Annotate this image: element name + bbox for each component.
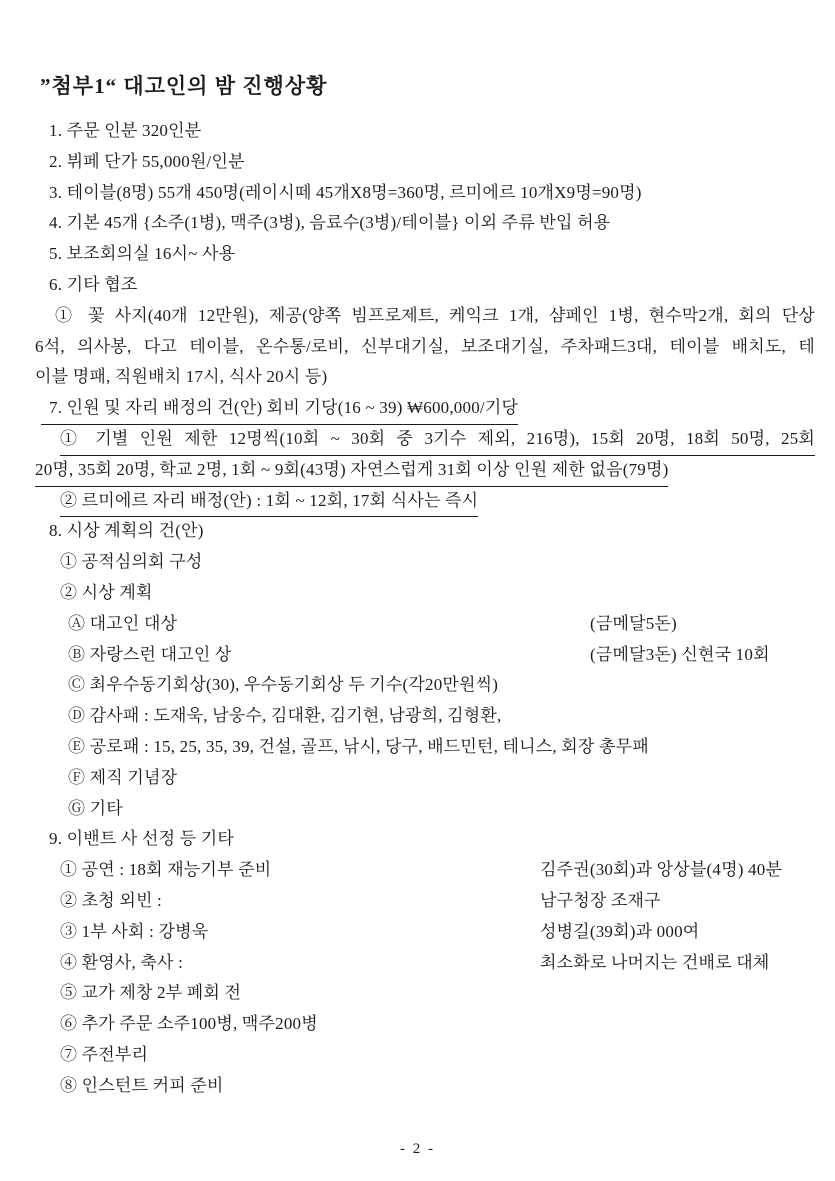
line-text: 20명, 35회 20명, 학교 2명, 1회 ~ 9회(43명) 자연스럽게 31회 이상 인원 제한 없음(79명) [35, 455, 668, 487]
doc-line-underlined [35, 455, 815, 486]
doc-line [35, 732, 815, 763]
doc-line [35, 794, 815, 825]
line-text: 6석, 의사봉, 다고 테이블, 온수통/로비, 신부대기실, 보조대기실, 주차패드3대, 테이블 배치도, 테 [35, 336, 815, 356]
line-text: ③ 1부 사회 : 강병욱 [60, 921, 209, 941]
line-text: 2. 뷔페 단가 55,000원/인분 [49, 151, 245, 171]
line-text: ② 르미에르 자리 배정(안) : 1회 ~ 12회, 17회 식사는 즉시 [60, 486, 478, 518]
doc-line [35, 948, 815, 979]
line-tab-text: (금메달3돈) 신현국 10회 [590, 644, 770, 664]
line-text: 8. 시상 계획의 건(안) [49, 521, 204, 541]
line-text: Ⓕ 제직 기념장 [68, 767, 178, 787]
doc-line [35, 147, 815, 178]
line-tab-text: (금메달5돈) [590, 613, 677, 633]
doc-line-underlined [35, 393, 815, 424]
line-tab-text: 최소화로 나머지는 건배로 대체 [540, 952, 770, 972]
doc-line [35, 1040, 815, 1071]
doc-line [35, 208, 815, 239]
doc-line [35, 516, 815, 547]
line-text: ⑧ 인스턴트 커피 준비 [60, 1075, 224, 1095]
doc-line [35, 547, 815, 578]
line-text: 이블 명패, 직원배치 17시, 식사 20시 등) [35, 367, 328, 387]
doc-line [35, 362, 815, 393]
line-text: 5. 보조회의실 16시~ 사용 [49, 244, 236, 264]
line-tab-text: 성병길(39회)과 000여 [540, 921, 700, 941]
doc-line [35, 270, 815, 301]
doc-line [35, 917, 815, 948]
line-text: ⑦ 주전부리 [60, 1044, 149, 1064]
page-title: ”첨부1“ 대고인의 밤 진행상황 [40, 74, 328, 98]
doc-line-underlined [35, 424, 815, 455]
doc-line [35, 178, 815, 209]
doc-line [35, 670, 815, 701]
doc-line [35, 640, 815, 671]
line-text: 4. 기본 45개 {소주(1병), 맥주(3병), 음료수(3병)/테이블} 이외 주류 반입 허용 [49, 213, 611, 233]
document-body [35, 116, 815, 1102]
doc-line [35, 609, 815, 640]
doc-line [35, 886, 815, 917]
doc-line [35, 301, 815, 332]
line-text: 7. 인원 및 자리 배정의 건(안) 회비 기당(16 ~ 39) ₩600,000/기당 [41, 393, 518, 425]
line-text: Ⓓ 감사패 : 도재욱, 남웅수, 김대환, 김기현, 남광희, 김형환, [68, 706, 502, 726]
line-text: Ⓐ 대고인 대상 [68, 613, 178, 633]
line-text: ⑥ 추가 주문 소주100병, 맥주200병 [60, 1014, 318, 1034]
doc-line [35, 855, 815, 886]
page-number: - 2 - [400, 1141, 435, 1157]
doc-line [35, 978, 815, 1009]
doc-line-underlined [35, 486, 815, 517]
line-text: ① 꽃 사지(40개 12만원), 제공(양쪽 빔프로제트, 케익크 1개, 샴페인 1병, 현수막2개, 회의 단상 [55, 305, 815, 325]
line-tab-text: 남구청장 조재구 [540, 890, 661, 910]
line-text: Ⓖ 기타 [68, 798, 123, 818]
line-text: ④ 환영사, 축사 : [60, 952, 184, 972]
line-text: 1. 주문 인분 320인분 [49, 121, 202, 140]
doc-line [35, 824, 815, 855]
line-text: Ⓒ 최우수동기회상(30), 우수동기회상 두 기수(각20만원씩) [68, 675, 499, 695]
line-text: ⑤ 교가 제창 2부 폐회 전 [60, 983, 242, 1003]
line-text: ② 시상 계획 [60, 582, 153, 602]
line-text: ① 기별 인원 제한 12명씩(10회 ~ 30회 중 3기수 제외, 216명), 15회 20명, 18회 50명, 25회 [60, 424, 815, 456]
line-tab-text: 김주권(30회)과 앙상블(4명) 40분 [540, 860, 783, 880]
line-text: Ⓑ 자랑스런 대고인 상 [68, 644, 232, 664]
doc-line [35, 332, 815, 363]
doc-line [35, 578, 815, 609]
line-text: ② 초청 외빈 : [60, 890, 162, 910]
line-text: ① 공적심의회 구성 [60, 552, 203, 572]
doc-line [35, 239, 815, 270]
doc-line [35, 116, 815, 147]
doc-line [35, 1009, 815, 1040]
line-text: ① 공연 : 18회 재능기부 준비 [60, 860, 272, 880]
doc-line [35, 763, 815, 794]
line-text: 3. 테이블(8명) 55개 450명(레이시떼 45개X8명=360명, 르미에르 10개X9명=90명) [49, 182, 642, 202]
line-text: 6. 기타 협조 [49, 274, 138, 294]
line-text: 9. 이밴트 사 선정 등 기타 [49, 829, 234, 849]
line-text: Ⓔ 공로패 : 15, 25, 35, 39, 건설, 골프, 낚시, 당구, 배드민턴, 테니스, 회장 총무패 [68, 736, 649, 756]
doc-line [35, 1071, 815, 1102]
doc-line [35, 701, 815, 732]
